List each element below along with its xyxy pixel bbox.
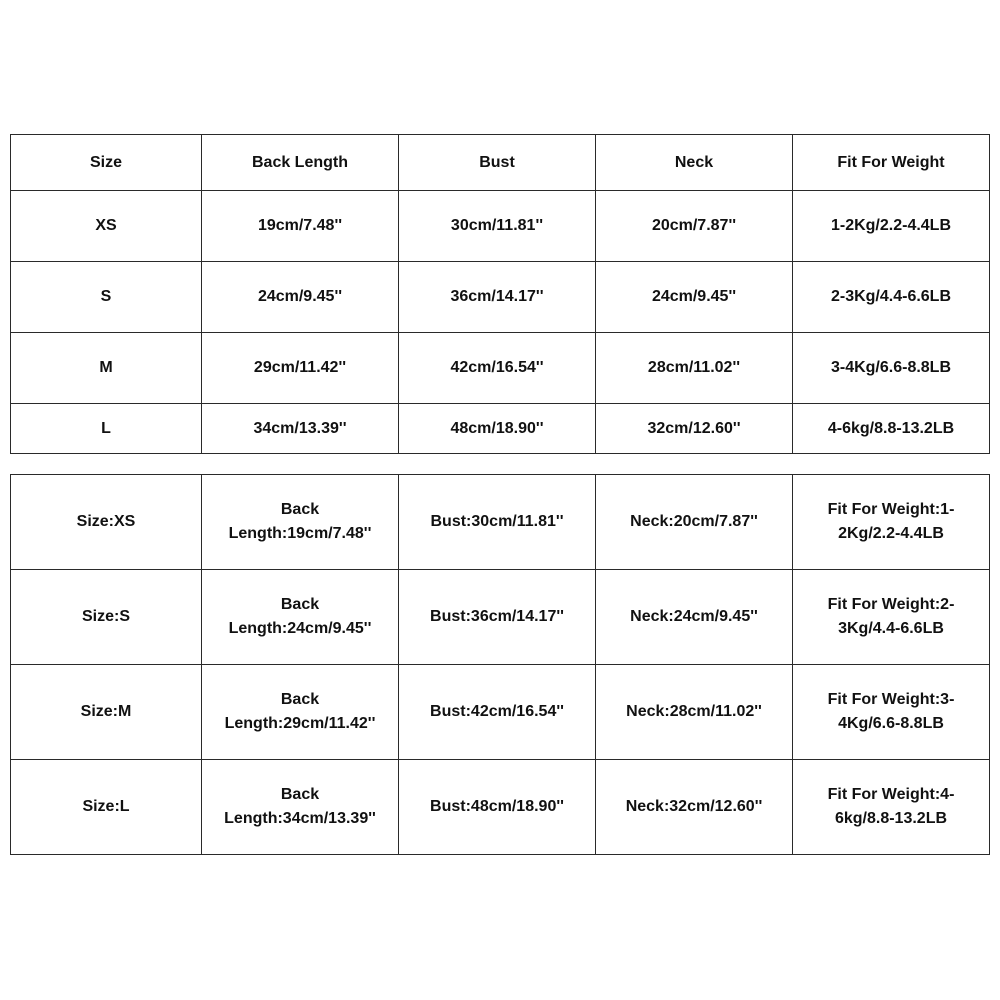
cell-back-length [202, 760, 399, 855]
cell-size: Size:L [11, 760, 202, 855]
cell-fit-weight [793, 570, 990, 665]
cell-back-length: 24cm/9.45'' [202, 262, 399, 333]
size-chart-table [10, 134, 990, 454]
table-row [11, 475, 990, 570]
header-neck: Neck [596, 135, 793, 191]
back-length-line-1: Back [280, 501, 320, 518]
back-length-line-1: Back [280, 691, 320, 708]
back-length-line-2: Length:19cm/7.48'' [228, 525, 372, 542]
cell-back-length [202, 570, 399, 665]
cell-neck: 24cm/9.45'' [596, 262, 793, 333]
cell-fit-weight [793, 760, 990, 855]
cell-size: L [11, 404, 202, 454]
cell-fit-weight [793, 665, 990, 760]
fit-weight-line-1: Fit For Weight:3- [827, 691, 955, 708]
cell-bust: 36cm/14.17'' [399, 262, 596, 333]
back-length-line-2: Length:29cm/11.42'' [224, 715, 376, 732]
back-length-line-1: Back [280, 596, 320, 613]
cell-back-length [202, 475, 399, 570]
table-row [11, 665, 990, 760]
fit-weight-line-1: Fit For Weight:2- [827, 596, 955, 613]
fit-weight-line-2: 3Kg/4.4-6.6LB [838, 620, 944, 637]
back-length-line-1: Back [280, 786, 320, 803]
cell-neck: Neck:32cm/12.60'' [596, 760, 793, 855]
cell-back-length [202, 665, 399, 760]
fit-weight-line-1: Fit For Weight:4- [827, 786, 955, 803]
cell-bust: 30cm/11.81'' [399, 191, 596, 262]
header-bust: Bust [399, 135, 596, 191]
fit-weight-line-1: Fit For Weight:1- [827, 501, 955, 518]
cell-size: Size:XS [11, 475, 202, 570]
cell-bust: Bust:36cm/14.17'' [399, 570, 596, 665]
cell-fit-weight: 3-4Kg/6.6-8.8LB [793, 333, 990, 404]
table-row [11, 404, 990, 454]
cell-neck: Neck:24cm/9.45'' [596, 570, 793, 665]
header-fit-weight: Fit For Weight [793, 135, 990, 191]
cell-fit-weight: 2-3Kg/4.4-6.6LB [793, 262, 990, 333]
cell-size: M [11, 333, 202, 404]
header-back-length: Back Length [202, 135, 399, 191]
cell-size: XS [11, 191, 202, 262]
table-row [11, 570, 990, 665]
table-row [11, 262, 990, 333]
cell-bust: Bust:48cm/18.90'' [399, 760, 596, 855]
cell-back-length: 34cm/13.39'' [202, 404, 399, 454]
cell-bust: Bust:42cm/16.54'' [399, 665, 596, 760]
header-size: Size [11, 135, 202, 191]
cell-back-length: 29cm/11.42'' [202, 333, 399, 404]
fit-weight-line-2: 2Kg/2.2-4.4LB [838, 525, 944, 542]
labeled-size-chart-table [10, 474, 990, 855]
cell-fit-weight: 1-2Kg/2.2-4.4LB [793, 191, 990, 262]
cell-neck: 32cm/12.60'' [596, 404, 793, 454]
cell-fit-weight [793, 475, 990, 570]
cell-bust: 42cm/16.54'' [399, 333, 596, 404]
cell-size: Size:S [11, 570, 202, 665]
cell-size: S [11, 262, 202, 333]
cell-bust: Bust:30cm/11.81'' [399, 475, 596, 570]
table-row [11, 760, 990, 855]
cell-neck: 20cm/7.87'' [596, 191, 793, 262]
cell-neck: 28cm/11.02'' [596, 333, 793, 404]
table-row [11, 191, 990, 262]
cell-neck: Neck:28cm/11.02'' [596, 665, 793, 760]
cell-size: Size:M [11, 665, 202, 760]
fit-weight-line-2: 4Kg/6.6-8.8LB [838, 715, 944, 732]
back-length-line-2: Length:34cm/13.39'' [224, 810, 376, 827]
cell-neck: Neck:20cm/7.87'' [596, 475, 793, 570]
back-length-line-2: Length:24cm/9.45'' [228, 620, 372, 637]
cell-fit-weight: 4-6kg/8.8-13.2LB [793, 404, 990, 454]
table-row [11, 333, 990, 404]
fit-weight-line-2: 6kg/8.8-13.2LB [834, 810, 948, 827]
cell-back-length: 19cm/7.48'' [202, 191, 399, 262]
table-header-row [11, 135, 990, 191]
cell-bust: 48cm/18.90'' [399, 404, 596, 454]
